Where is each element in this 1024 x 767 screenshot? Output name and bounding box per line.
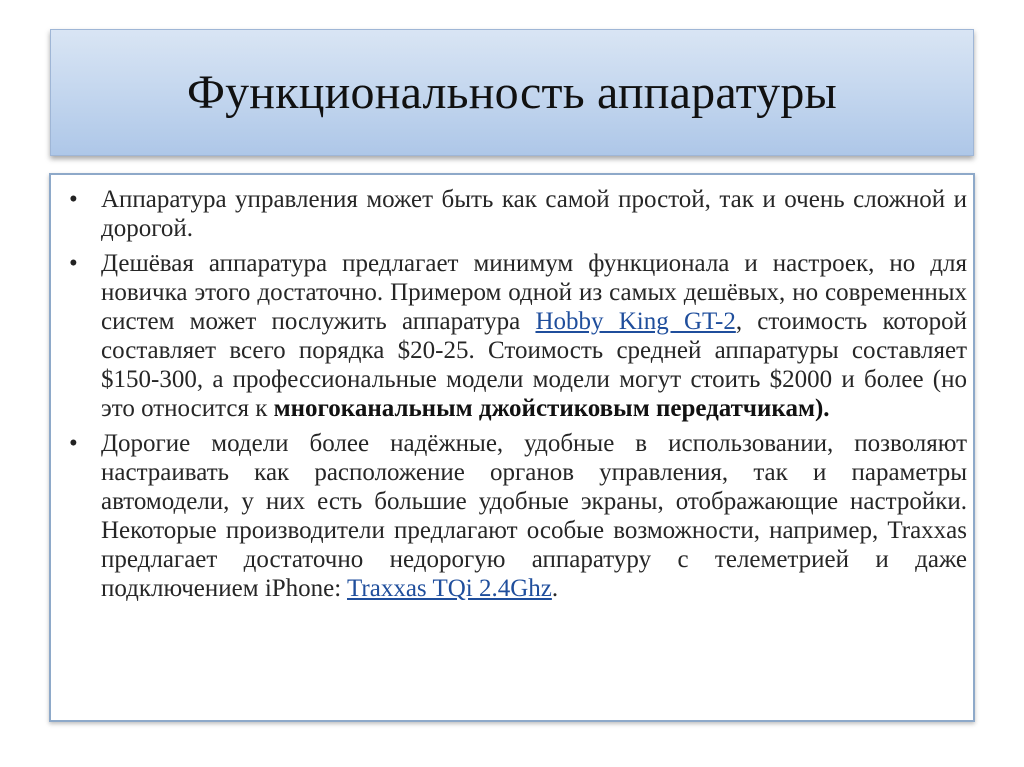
bullet-3-text-before-link: Дорогие модели более надёжные, удобные в использовании, позволяют настраивать как расположение органов управления, так и параметры автомодели, у них есть большие удобные экраны, отображающие настройки. Некоторые производители предлагают особые возможности, например, Traxxas предлагает достаточно недорогую аппаратуру с телеметрией и даже подключением iPhone:	[101, 430, 967, 602]
title-box	[50, 29, 974, 156]
bullet-icon: •	[69, 186, 78, 213]
content-box	[49, 173, 975, 722]
bullet-1-text: Аппаратура управления может быть как самой простой, так и очень сложной и дорогой.	[101, 186, 967, 242]
bullet-3-text-after-link: .	[551, 575, 559, 602]
hobby-king-gt2-link[interactable]: Hobby King GT-2	[535, 308, 736, 335]
traxxas-tqi-link[interactable]: Traxxas TQi 2.4Ghz	[347, 575, 552, 602]
bullet-2-bold-text: многоканальным джойстиковым передатчикам).	[273, 395, 830, 422]
bullet-icon: •	[69, 250, 78, 277]
bullet-item-1	[61, 185, 967, 243]
bullet-2-text-after-link: , стоимость которой составляет всего порядка $20-25. Стоимость средней аппаратуры составляет $150-300, а профессиональные модели модели могут стоить $2000 и более (но это относится к	[101, 308, 967, 422]
bullet-text-3	[101, 429, 967, 603]
bullet-icon: •	[69, 430, 78, 457]
slide-title: Функциональность аппаратуры	[186, 66, 838, 119]
bullet-item-3	[61, 429, 967, 603]
bullet-text-1	[101, 185, 967, 243]
bullet-text-2	[101, 249, 967, 423]
bullet-list	[61, 185, 967, 609]
bullet-2-text-before-link: Дешёвая аппаратура предлагает минимум функционала и настроек, но для новичка этого достаточно. Примером одной из самых дешёвых, но современных систем может послужить аппаратура	[101, 250, 967, 335]
bullet-item-2	[61, 249, 967, 423]
